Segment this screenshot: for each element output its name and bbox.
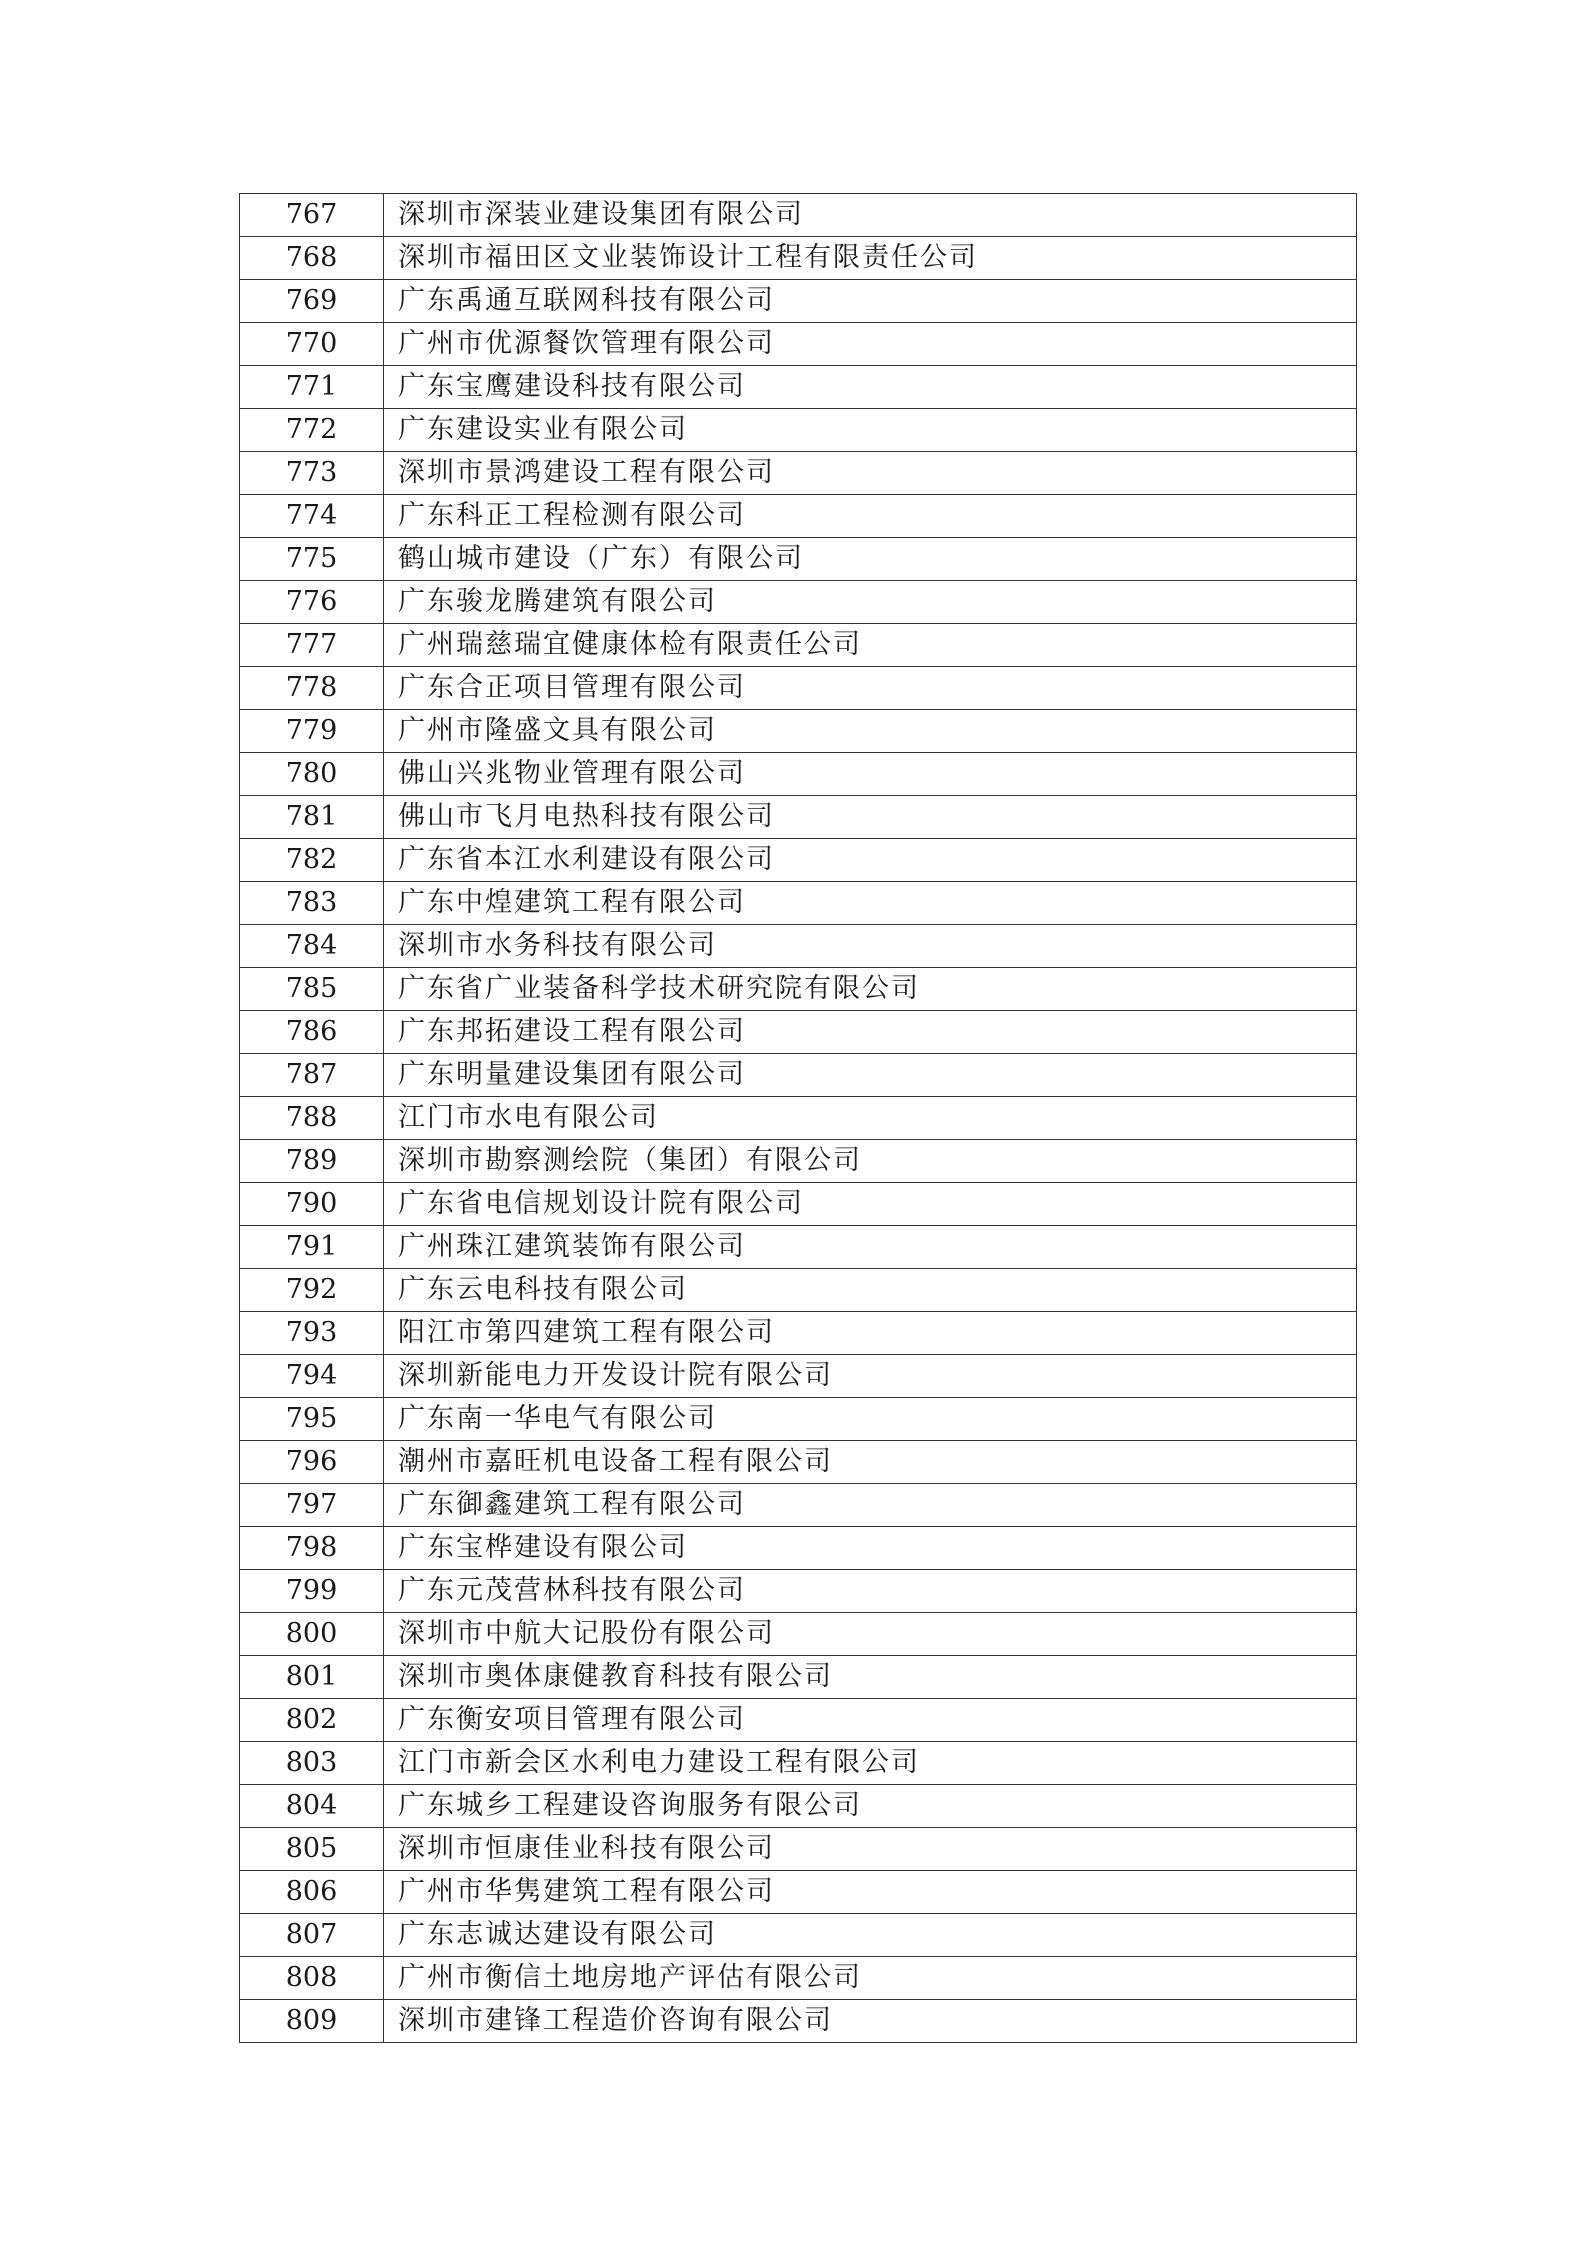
row-number: 796 xyxy=(240,1441,384,1484)
company-name: 鹤山城市建设（广东）有限公司 xyxy=(384,538,1357,581)
table-row xyxy=(240,1226,1357,1269)
row-number: 785 xyxy=(240,968,384,1011)
company-name: 广东禹通互联网科技有限公司 xyxy=(384,280,1357,323)
company-name: 广州市华隽建筑工程有限公司 xyxy=(384,1871,1357,1914)
row-number: 799 xyxy=(240,1570,384,1613)
company-name: 广东明量建设集团有限公司 xyxy=(384,1054,1357,1097)
table-row xyxy=(240,194,1357,237)
company-name: 广州市隆盛文具有限公司 xyxy=(384,710,1357,753)
row-number: 802 xyxy=(240,1699,384,1742)
company-name: 广东元茂营林科技有限公司 xyxy=(384,1570,1357,1613)
table-body xyxy=(240,194,1357,2043)
row-number: 789 xyxy=(240,1140,384,1183)
company-name: 深圳市福田区文业装饰设计工程有限责任公司 xyxy=(384,237,1357,280)
table-row xyxy=(240,280,1357,323)
company-name: 深圳市景鸿建设工程有限公司 xyxy=(384,452,1357,495)
company-name: 广州市优源餐饮管理有限公司 xyxy=(384,323,1357,366)
company-name: 广东骏龙腾建筑有限公司 xyxy=(384,581,1357,624)
row-number: 773 xyxy=(240,452,384,495)
row-number: 793 xyxy=(240,1312,384,1355)
company-name: 广州市衡信土地房地产评估有限公司 xyxy=(384,1957,1357,2000)
company-name: 广东城乡工程建设咨询服务有限公司 xyxy=(384,1785,1357,1828)
table-row xyxy=(240,624,1357,667)
table-row xyxy=(240,925,1357,968)
table-row xyxy=(240,1742,1357,1785)
company-name: 深圳市中航大记股份有限公司 xyxy=(384,1613,1357,1656)
company-name: 广东中煌建筑工程有限公司 xyxy=(384,882,1357,925)
table-row xyxy=(240,1269,1357,1312)
row-number: 780 xyxy=(240,753,384,796)
row-number: 808 xyxy=(240,1957,384,2000)
row-number: 790 xyxy=(240,1183,384,1226)
row-number: 794 xyxy=(240,1355,384,1398)
company-name: 广东省电信规划设计院有限公司 xyxy=(384,1183,1357,1226)
company-name: 广东宝鹰建设科技有限公司 xyxy=(384,366,1357,409)
row-number: 804 xyxy=(240,1785,384,1828)
table-row xyxy=(240,1183,1357,1226)
table-row xyxy=(240,1613,1357,1656)
company-name: 广东邦拓建设工程有限公司 xyxy=(384,1011,1357,1054)
row-number: 800 xyxy=(240,1613,384,1656)
row-number: 787 xyxy=(240,1054,384,1097)
table-row xyxy=(240,237,1357,280)
company-name: 广东科正工程检测有限公司 xyxy=(384,495,1357,538)
row-number: 801 xyxy=(240,1656,384,1699)
company-name: 深圳市深装业建设集团有限公司 xyxy=(384,194,1357,237)
company-name: 广州珠江建筑装饰有限公司 xyxy=(384,1226,1357,1269)
row-number: 775 xyxy=(240,538,384,581)
table-row xyxy=(240,1312,1357,1355)
company-name: 深圳新能电力开发设计院有限公司 xyxy=(384,1355,1357,1398)
table-row xyxy=(240,1140,1357,1183)
company-name: 佛山兴兆物业管理有限公司 xyxy=(384,753,1357,796)
row-number: 770 xyxy=(240,323,384,366)
table-row xyxy=(240,1441,1357,1484)
table-row xyxy=(240,1957,1357,2000)
row-number: 786 xyxy=(240,1011,384,1054)
table-row xyxy=(240,452,1357,495)
table-row xyxy=(240,323,1357,366)
row-number: 809 xyxy=(240,2000,384,2043)
company-name: 广东衡安项目管理有限公司 xyxy=(384,1699,1357,1742)
company-name: 广州瑞慈瑞宜健康体检有限责任公司 xyxy=(384,624,1357,667)
company-name: 广东省广业装备科学技术研究院有限公司 xyxy=(384,968,1357,1011)
row-number: 792 xyxy=(240,1269,384,1312)
table-row xyxy=(240,1527,1357,1570)
table-row xyxy=(240,1828,1357,1871)
company-name: 深圳市勘察测绘院（集团）有限公司 xyxy=(384,1140,1357,1183)
table-row xyxy=(240,839,1357,882)
company-name: 广东南一华电气有限公司 xyxy=(384,1398,1357,1441)
company-name: 佛山市飞月电热科技有限公司 xyxy=(384,796,1357,839)
row-number: 797 xyxy=(240,1484,384,1527)
company-name: 深圳市水务科技有限公司 xyxy=(384,925,1357,968)
company-name: 潮州市嘉旺机电设备工程有限公司 xyxy=(384,1441,1357,1484)
company-name: 广东云电科技有限公司 xyxy=(384,1269,1357,1312)
company-name: 深圳市建锋工程造价咨询有限公司 xyxy=(384,2000,1357,2043)
company-name: 广东建设实业有限公司 xyxy=(384,409,1357,452)
table-row xyxy=(240,1355,1357,1398)
table-row xyxy=(240,1656,1357,1699)
table-row xyxy=(240,495,1357,538)
table-row xyxy=(240,1011,1357,1054)
company-name: 阳江市第四建筑工程有限公司 xyxy=(384,1312,1357,1355)
row-number: 795 xyxy=(240,1398,384,1441)
table-row xyxy=(240,1097,1357,1140)
row-number: 771 xyxy=(240,366,384,409)
row-number: 798 xyxy=(240,1527,384,1570)
table-row xyxy=(240,1484,1357,1527)
company-name: 广东宝桦建设有限公司 xyxy=(384,1527,1357,1570)
row-number: 772 xyxy=(240,409,384,452)
row-number: 768 xyxy=(240,237,384,280)
table-row xyxy=(240,1570,1357,1613)
table-row xyxy=(240,796,1357,839)
row-number: 803 xyxy=(240,1742,384,1785)
row-number: 776 xyxy=(240,581,384,624)
row-number: 806 xyxy=(240,1871,384,1914)
row-number: 781 xyxy=(240,796,384,839)
table-row xyxy=(240,538,1357,581)
row-number: 807 xyxy=(240,1914,384,1957)
row-number: 769 xyxy=(240,280,384,323)
table-row xyxy=(240,1914,1357,1957)
row-number: 782 xyxy=(240,839,384,882)
table-row xyxy=(240,753,1357,796)
row-number: 777 xyxy=(240,624,384,667)
table-row xyxy=(240,1871,1357,1914)
table-row xyxy=(240,710,1357,753)
row-number: 788 xyxy=(240,1097,384,1140)
table-row xyxy=(240,581,1357,624)
row-number: 767 xyxy=(240,194,384,237)
table-row xyxy=(240,366,1357,409)
table-row xyxy=(240,2000,1357,2043)
company-name: 江门市水电有限公司 xyxy=(384,1097,1357,1140)
row-number: 805 xyxy=(240,1828,384,1871)
company-name: 广东御鑫建筑工程有限公司 xyxy=(384,1484,1357,1527)
company-name: 深圳市恒康佳业科技有限公司 xyxy=(384,1828,1357,1871)
table-row xyxy=(240,1398,1357,1441)
company-name: 江门市新会区水利电力建设工程有限公司 xyxy=(384,1742,1357,1785)
table-row xyxy=(240,968,1357,1011)
table-row xyxy=(240,409,1357,452)
table-row xyxy=(240,882,1357,925)
company-name: 广东合正项目管理有限公司 xyxy=(384,667,1357,710)
table-row xyxy=(240,1054,1357,1097)
table-row xyxy=(240,1785,1357,1828)
table-row xyxy=(240,1699,1357,1742)
row-number: 791 xyxy=(240,1226,384,1269)
row-number: 784 xyxy=(240,925,384,968)
row-number: 783 xyxy=(240,882,384,925)
table-row xyxy=(240,667,1357,710)
row-number: 778 xyxy=(240,667,384,710)
company-name: 广东志诚达建设有限公司 xyxy=(384,1914,1357,1957)
company-name: 广东省本江水利建设有限公司 xyxy=(384,839,1357,882)
company-list-table xyxy=(239,193,1357,2043)
row-number: 779 xyxy=(240,710,384,753)
company-name: 深圳市奥体康健教育科技有限公司 xyxy=(384,1656,1357,1699)
row-number: 774 xyxy=(240,495,384,538)
